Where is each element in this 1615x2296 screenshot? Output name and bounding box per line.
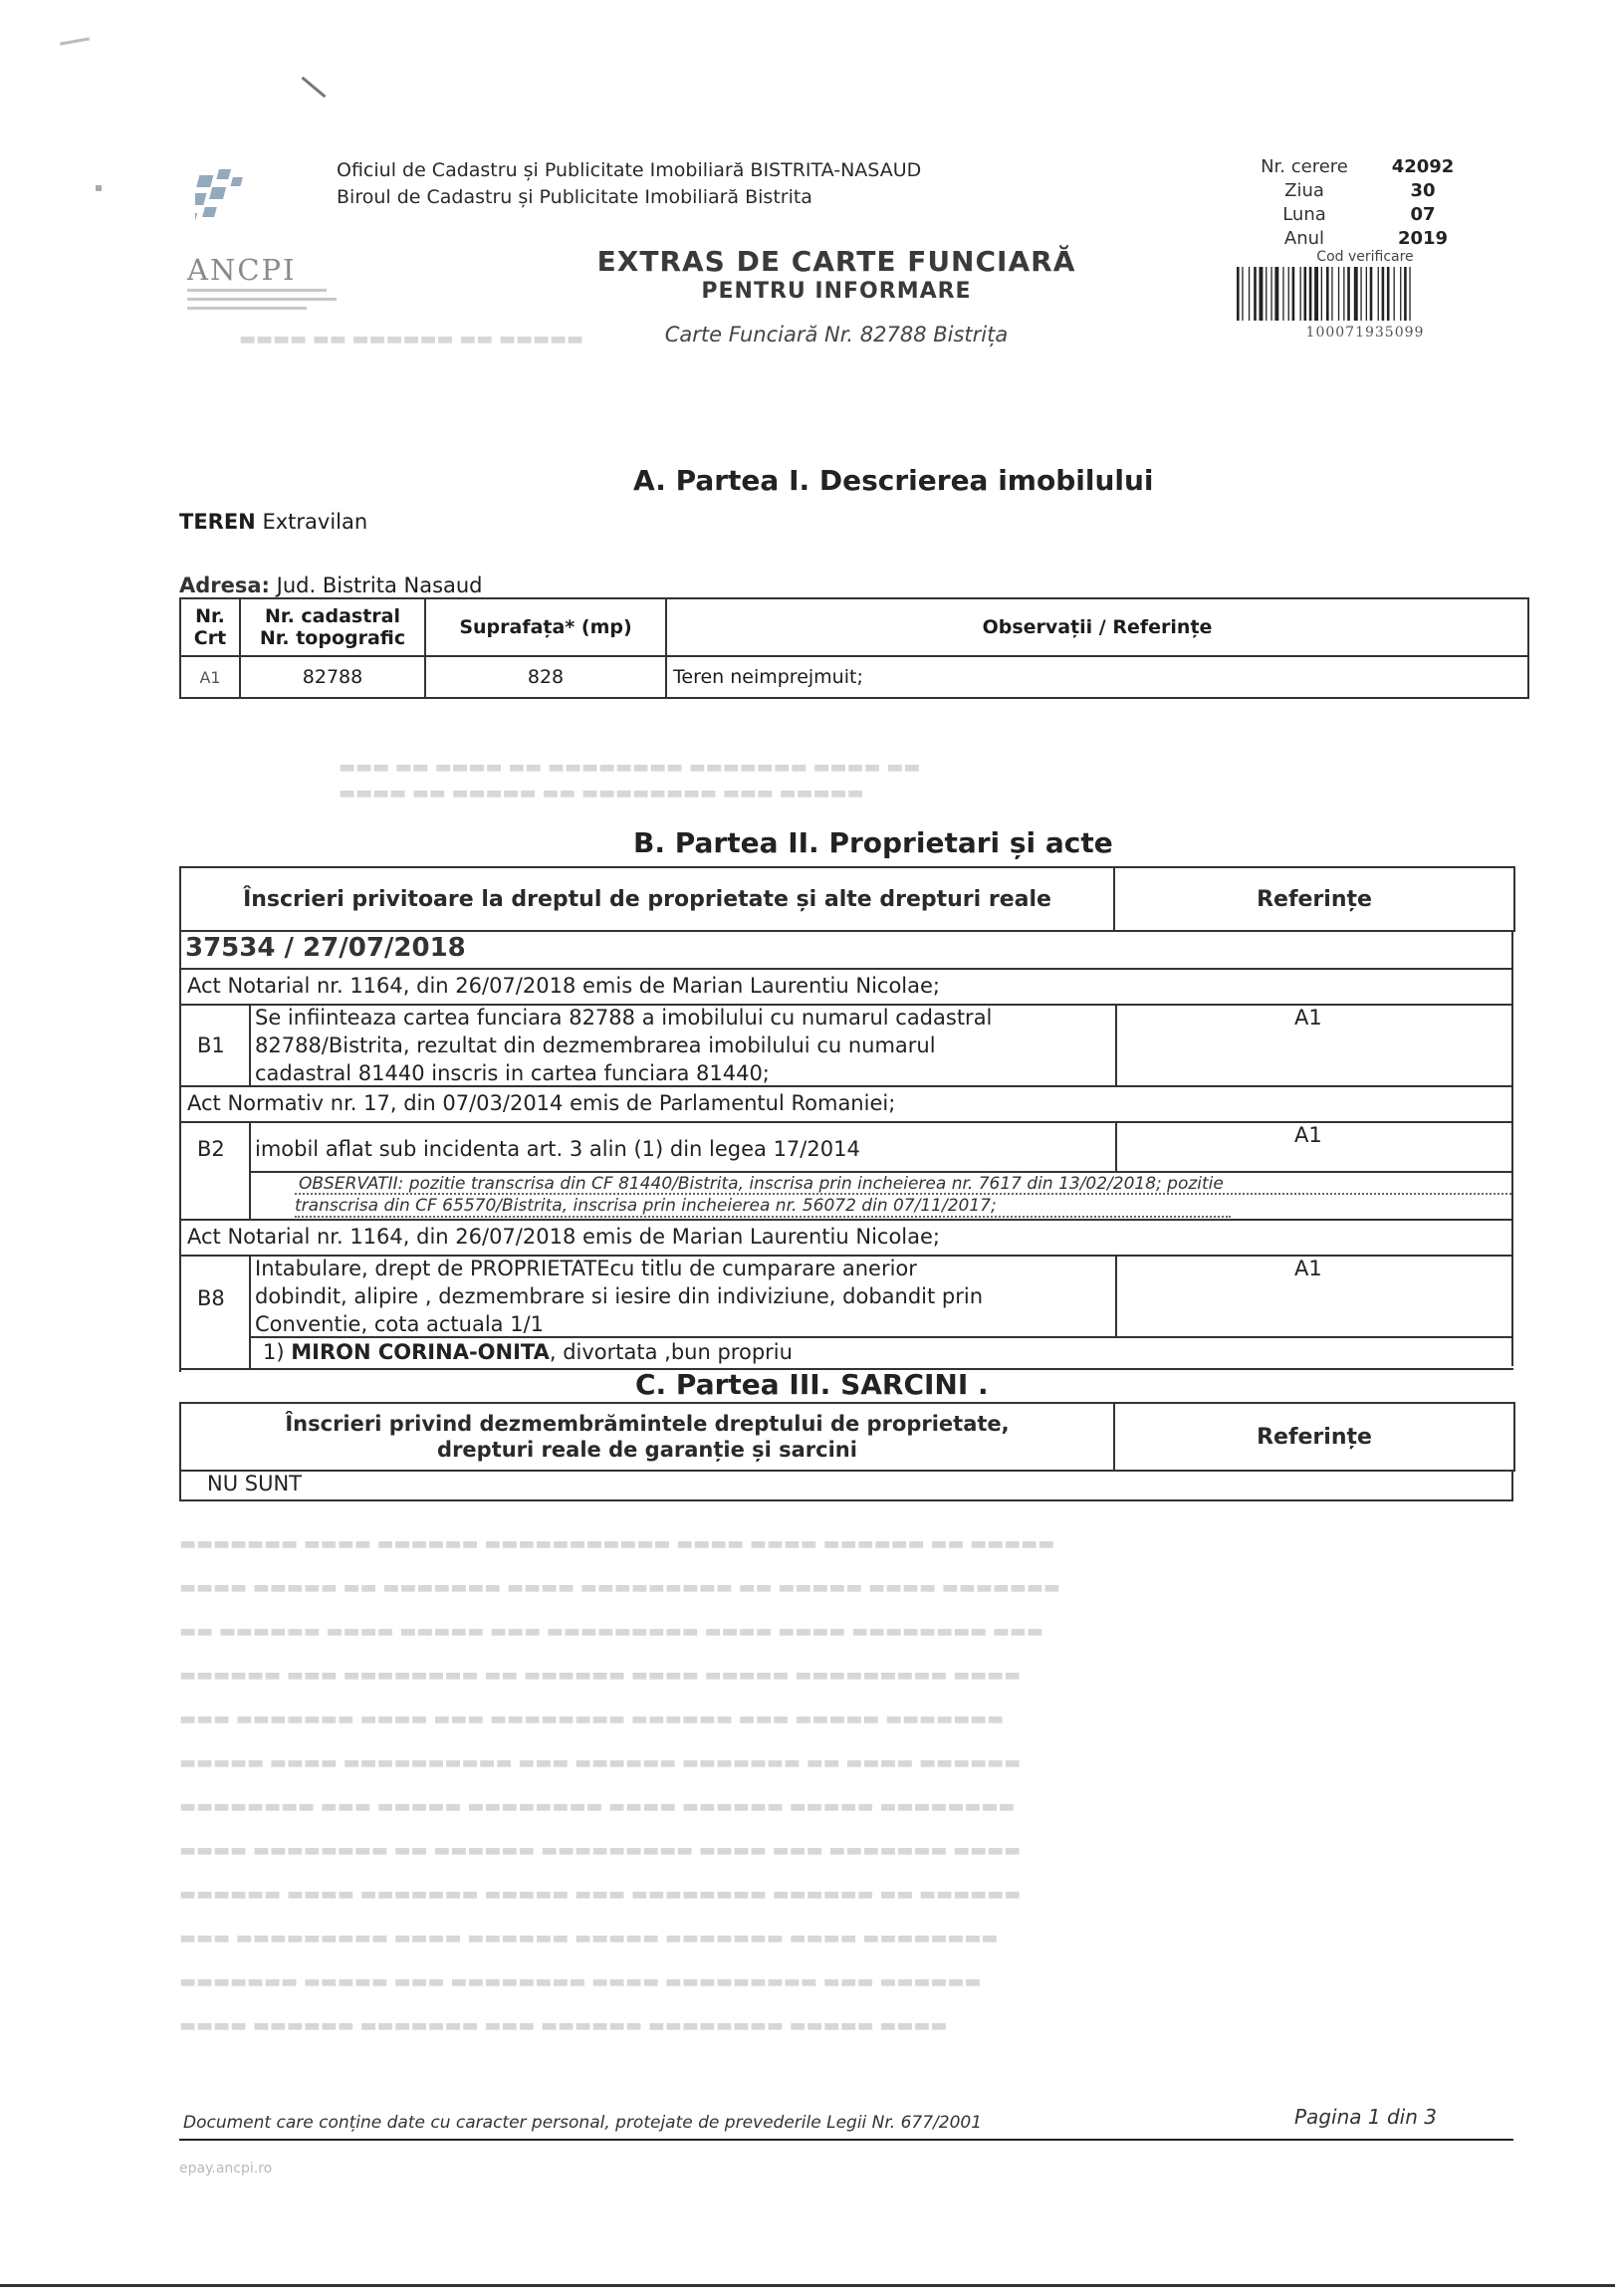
meta-ziua (1235, 179, 1472, 203)
scan-smudge (60, 37, 90, 45)
document-subtitle: PENTRU INFORMARE (701, 279, 972, 304)
act-notarial-2: Act Notarial nr. 1164, din 26/07/2018 emis de Marian Laurentiu Nicolae; (187, 1225, 941, 1249)
observatii-line: transcrisa din CF 65570/Bistrita, inscrisa prin incheierea nr. 56072 din 07/11/2017; (295, 1196, 997, 1216)
meta-label: Anul (1283, 228, 1325, 249)
section-c-title: C. Partea III. SARCINI . (635, 1368, 989, 1401)
row-separator (179, 1219, 1513, 1221)
cell-nr-crt: A1 (180, 656, 240, 698)
entry-b8-ref: A1 (1294, 1257, 1322, 1280)
document-title: EXTRAS DE CARTE FUNCIARĂ (596, 245, 1076, 278)
entry-b8-line: dobindit, alipire , dezmembrare si iesire din indiviziune, dobandit prin (255, 1284, 984, 1308)
barcode-number: 100071935099 (1305, 325, 1425, 341)
observatii-note (295, 1173, 1511, 1217)
sarcini-value: NU SUNT (207, 1472, 302, 1495)
footer-rule (179, 2139, 1513, 2141)
divider (1115, 1255, 1117, 1336)
meta-label: Luna (1282, 204, 1326, 225)
header-suprafata: Suprafața* (mp) (425, 598, 666, 656)
row-separator (179, 968, 1513, 970)
divider (1115, 1121, 1117, 1171)
inscription-id: 37534 / 27/07/2018 (185, 933, 466, 963)
part-b-header (179, 866, 1515, 932)
entry-label-b1: B1 (197, 1033, 225, 1057)
meta-label: Ziua (1284, 180, 1324, 201)
footer-privacy-note: Document care conține date cu caracter personal, protejate de prevederile Legii Nr. 677/2001 (183, 2113, 983, 2133)
cod-verificare-label: Cod verificare (1316, 249, 1414, 265)
act-normativ: Act Normativ nr. 17, din 07/03/2014 emis de Parlamentul Romaniei; (187, 1091, 896, 1115)
entry-b1-line: cadastral 81440 inscris in cartea funciara 81440; (255, 1061, 770, 1085)
meta-anul (1235, 227, 1472, 251)
owner-name: MIRON CORINA-ONITA (291, 1340, 550, 1364)
meta-value: 42092 (1391, 156, 1455, 177)
entry-b1-line: 82788/Bistrita, rezultat din dezmembrarea imobilului cu numarul (255, 1033, 936, 1057)
entry-b1-line: Se infiinteaza cartea funciara 82788 a imobilului cu numarul cadastral (255, 1006, 993, 1030)
office-line-1: Oficiul de Cadastru și Publicitate Imobiliară BISTRITA-NASAUD (337, 159, 922, 181)
cell-suprafata: 828 (425, 656, 666, 698)
adresa-line (179, 574, 483, 597)
adresa-value: Jud. Bistrita Nasaud (276, 574, 483, 597)
teren-label: TEREN (179, 510, 256, 534)
scan-smudge (302, 77, 327, 99)
logo-subtitle-lines (187, 289, 337, 319)
barcode-icon (1235, 267, 1496, 321)
page-number: Pagina 1 din 3 (1294, 2105, 1437, 2129)
frame-line (1511, 930, 1513, 1366)
owner-line (263, 1338, 793, 1366)
ancpi-logo-icon (195, 169, 277, 249)
logo-text: ANCPI (187, 253, 297, 287)
request-meta (1235, 155, 1472, 251)
part-c-header-line: drepturi reale de garanție și sarcini (437, 1438, 857, 1462)
header-observatii: Observații / Referințe (666, 598, 1528, 656)
cell-nr-cadastral: 82788 (240, 656, 425, 698)
teren-value: Extravilan (262, 510, 368, 534)
row-separator (179, 1499, 1513, 1501)
frame-line (1511, 1470, 1513, 1499)
part-a-table (179, 597, 1529, 699)
part-c-header-left (181, 1404, 1113, 1470)
cell-observatii: Teren neimprejmuit; (666, 656, 1528, 698)
scan-smudge (96, 185, 102, 191)
part-c-header (179, 1402, 1515, 1472)
entry-b8-text (255, 1255, 983, 1338)
row-separator (179, 1085, 1513, 1087)
footer-url: epay.ancpi.ro (179, 2161, 273, 2177)
page-bottom-edge (0, 2284, 1615, 2287)
adresa-label: Adresa: (179, 574, 270, 597)
divider (1115, 1004, 1117, 1085)
dotted-underline (295, 1193, 1511, 1195)
carte-funciara-number: Carte Funciară Nr. 82788 Bistrița (664, 323, 1009, 346)
bleed-through-area: ▬▬▬▬▬▬▬ ▬▬▬▬ ▬▬▬▬▬▬ ▬▬▬▬▬▬▬▬▬▬▬ ▬▬▬▬ ▬▬▬▬ ▬▬▬▬▬▬ ▬▬ ▬▬▬▬▬ ▬▬▬▬ ▬▬▬▬▬ ▬▬ ▬▬▬▬▬▬▬ ▬▬▬▬ ▬▬▬▬▬▬▬▬▬ ▬▬ ▬▬▬▬▬ ▬▬▬▬ ▬▬▬▬▬▬▬ ▬▬ ▬▬▬▬▬▬ ▬▬▬▬ ▬▬▬▬▬ ▬▬▬ ▬▬▬▬▬▬▬▬▬ ▬▬▬▬ ▬▬▬▬ ▬▬▬▬▬▬▬▬ ▬▬▬ ▬▬▬▬▬▬ ▬▬▬ ▬▬▬▬▬▬▬▬ ▬▬ ▬▬▬▬▬▬ ▬▬▬▬ ▬▬▬▬▬ ▬▬▬▬▬▬▬▬▬ ▬▬▬▬ ▬▬▬ ▬▬▬▬▬▬▬ ▬▬▬▬ ▬▬▬ ▬▬▬▬▬▬▬▬ ▬▬▬▬▬▬ ▬▬▬ ▬▬▬▬▬ ▬▬▬▬▬▬▬ ▬▬▬▬▬ ▬▬▬▬ ▬▬▬▬▬▬▬▬▬▬ ▬▬▬ ▬▬▬▬▬▬ ▬▬▬▬▬▬▬ ▬▬ ▬▬▬▬ ▬▬▬▬▬▬ ▬▬▬▬▬▬▬▬ ▬▬▬ ▬▬▬▬▬ ▬▬▬▬▬▬▬▬ ▬▬▬▬ ▬▬▬▬▬▬ ▬▬▬▬▬ ▬▬▬▬▬▬▬▬ ▬▬▬▬ ▬▬▬▬▬▬▬▬ ▬▬ ▬▬▬▬▬▬ ▬▬▬▬▬▬▬▬▬ ▬▬▬▬ ▬▬▬ ▬▬▬▬▬▬▬ ▬▬▬▬ ▬▬▬▬▬▬ ▬▬▬▬ ▬▬▬▬▬▬▬ ▬▬▬▬▬ ▬▬▬ ▬▬▬▬▬▬▬▬ ▬▬▬▬▬▬ ▬▬ ▬▬▬▬▬▬ ▬▬▬ ▬▬▬▬▬▬▬▬▬ ▬▬▬▬ ▬▬▬▬▬▬ ▬▬▬▬▬ ▬▬▬▬▬▬▬ ▬▬▬▬ ▬▬▬▬▬▬▬▬ ▬▬▬▬▬▬▬ ▬▬▬▬▬ ▬▬▬ ▬▬▬▬▬▬▬▬ ▬▬▬▬ ▬▬▬▬▬▬▬▬▬ ▬▬▬ ▬▬▬▬▬▬ ▬▬▬▬ ▬▬▬▬▬▬ ▬▬▬▬▬▬▬ ▬▬▬ ▬▬▬▬▬▬ ▬▬▬▬▬▬▬▬ ▬▬▬▬▬ ▬▬▬▬ (179, 1533, 1060, 2036)
divider (249, 1255, 251, 1370)
table-row (180, 656, 1528, 698)
part-c-header-right: Referințe (1257, 1424, 1372, 1450)
entry-b8-line: Intabulare, drept de PROPRIETATEcu titlu de cumparare anerior (255, 1257, 917, 1280)
section-a-title: A. Partea I. Descrierea imobilului (633, 464, 1154, 497)
dotted-underline (295, 1216, 1231, 1218)
entry-label-b8: B8 (197, 1286, 225, 1310)
part-c-header-line: Înscrieri privind dezmembrămintele dreptului de proprietate, (285, 1412, 1010, 1436)
entry-b1-ref: A1 (1294, 1006, 1322, 1030)
meta-nr-cerere (1235, 155, 1472, 179)
header-nr-crt: Nr. Crt (180, 598, 240, 656)
bleed-through-text: ▬▬▬▬ ▬▬ ▬▬▬▬▬ ▬▬ ▬▬▬▬▬▬▬▬ ▬▬▬ ▬▬▬▬▬ (339, 783, 864, 804)
bleed-through-text: ▬▬▬ ▬▬ ▬▬▬▬ ▬▬ ▬▬▬▬▬▬▬▬ ▬▬▬▬▬▬▬ ▬▬▬▬ ▬▬ (339, 757, 921, 778)
observatii-line: OBSERVATII: pozitie transcrisa din CF 81440/Bistrita, inscrisa prin incheierea nr. 7617 din 13/02/2018; pozitie (299, 1174, 1224, 1194)
part-b-header-left: Înscrieri privitoare la dreptul de proprietate și alte drepturi reale (243, 886, 1051, 912)
office-header (337, 157, 921, 211)
owner-index: 1) (263, 1340, 285, 1364)
entry-b2-text: imobil aflat sub incidenta art. 3 alin (1) din legea 17/2014 (255, 1137, 860, 1161)
part-b-header-right: Referințe (1257, 886, 1372, 912)
act-notarial-1: Act Notarial nr. 1164, din 26/07/2018 emis de Marian Laurentiu Nicolae; (187, 974, 941, 998)
table-header-row (180, 598, 1528, 656)
entry-b1-text (255, 1004, 992, 1087)
entry-b2-ref: A1 (1294, 1123, 1322, 1147)
frame-line (179, 930, 181, 1372)
entry-b8-line: Conventie, cota actuala 1/1 (255, 1312, 544, 1336)
owner-details: , divortata ,bun propriu (549, 1340, 793, 1364)
meta-value: 2019 (1397, 228, 1449, 249)
frame-line (179, 1470, 181, 1499)
meta-value: 30 (1410, 180, 1436, 201)
office-line-2: Biroul de Cadastru și Publicitate Imobiliară Bistrita (337, 186, 812, 208)
teren-line (179, 510, 367, 534)
entry-label-b2: B2 (197, 1137, 225, 1161)
bleed-through-text: ▬▬▬▬ ▬▬ ▬▬▬▬▬▬ ▬▬ ▬▬▬▬▬ (239, 329, 584, 349)
header-nr-cadastral: Nr. cadastral Nr. topografic (240, 598, 425, 656)
meta-label: Nr. cerere (1261, 156, 1348, 177)
meta-luna (1235, 203, 1472, 227)
meta-value: 07 (1410, 204, 1436, 225)
divider (249, 1121, 251, 1219)
divider (249, 1004, 251, 1085)
section-b-title: B. Partea II. Proprietari și acte (633, 826, 1113, 859)
